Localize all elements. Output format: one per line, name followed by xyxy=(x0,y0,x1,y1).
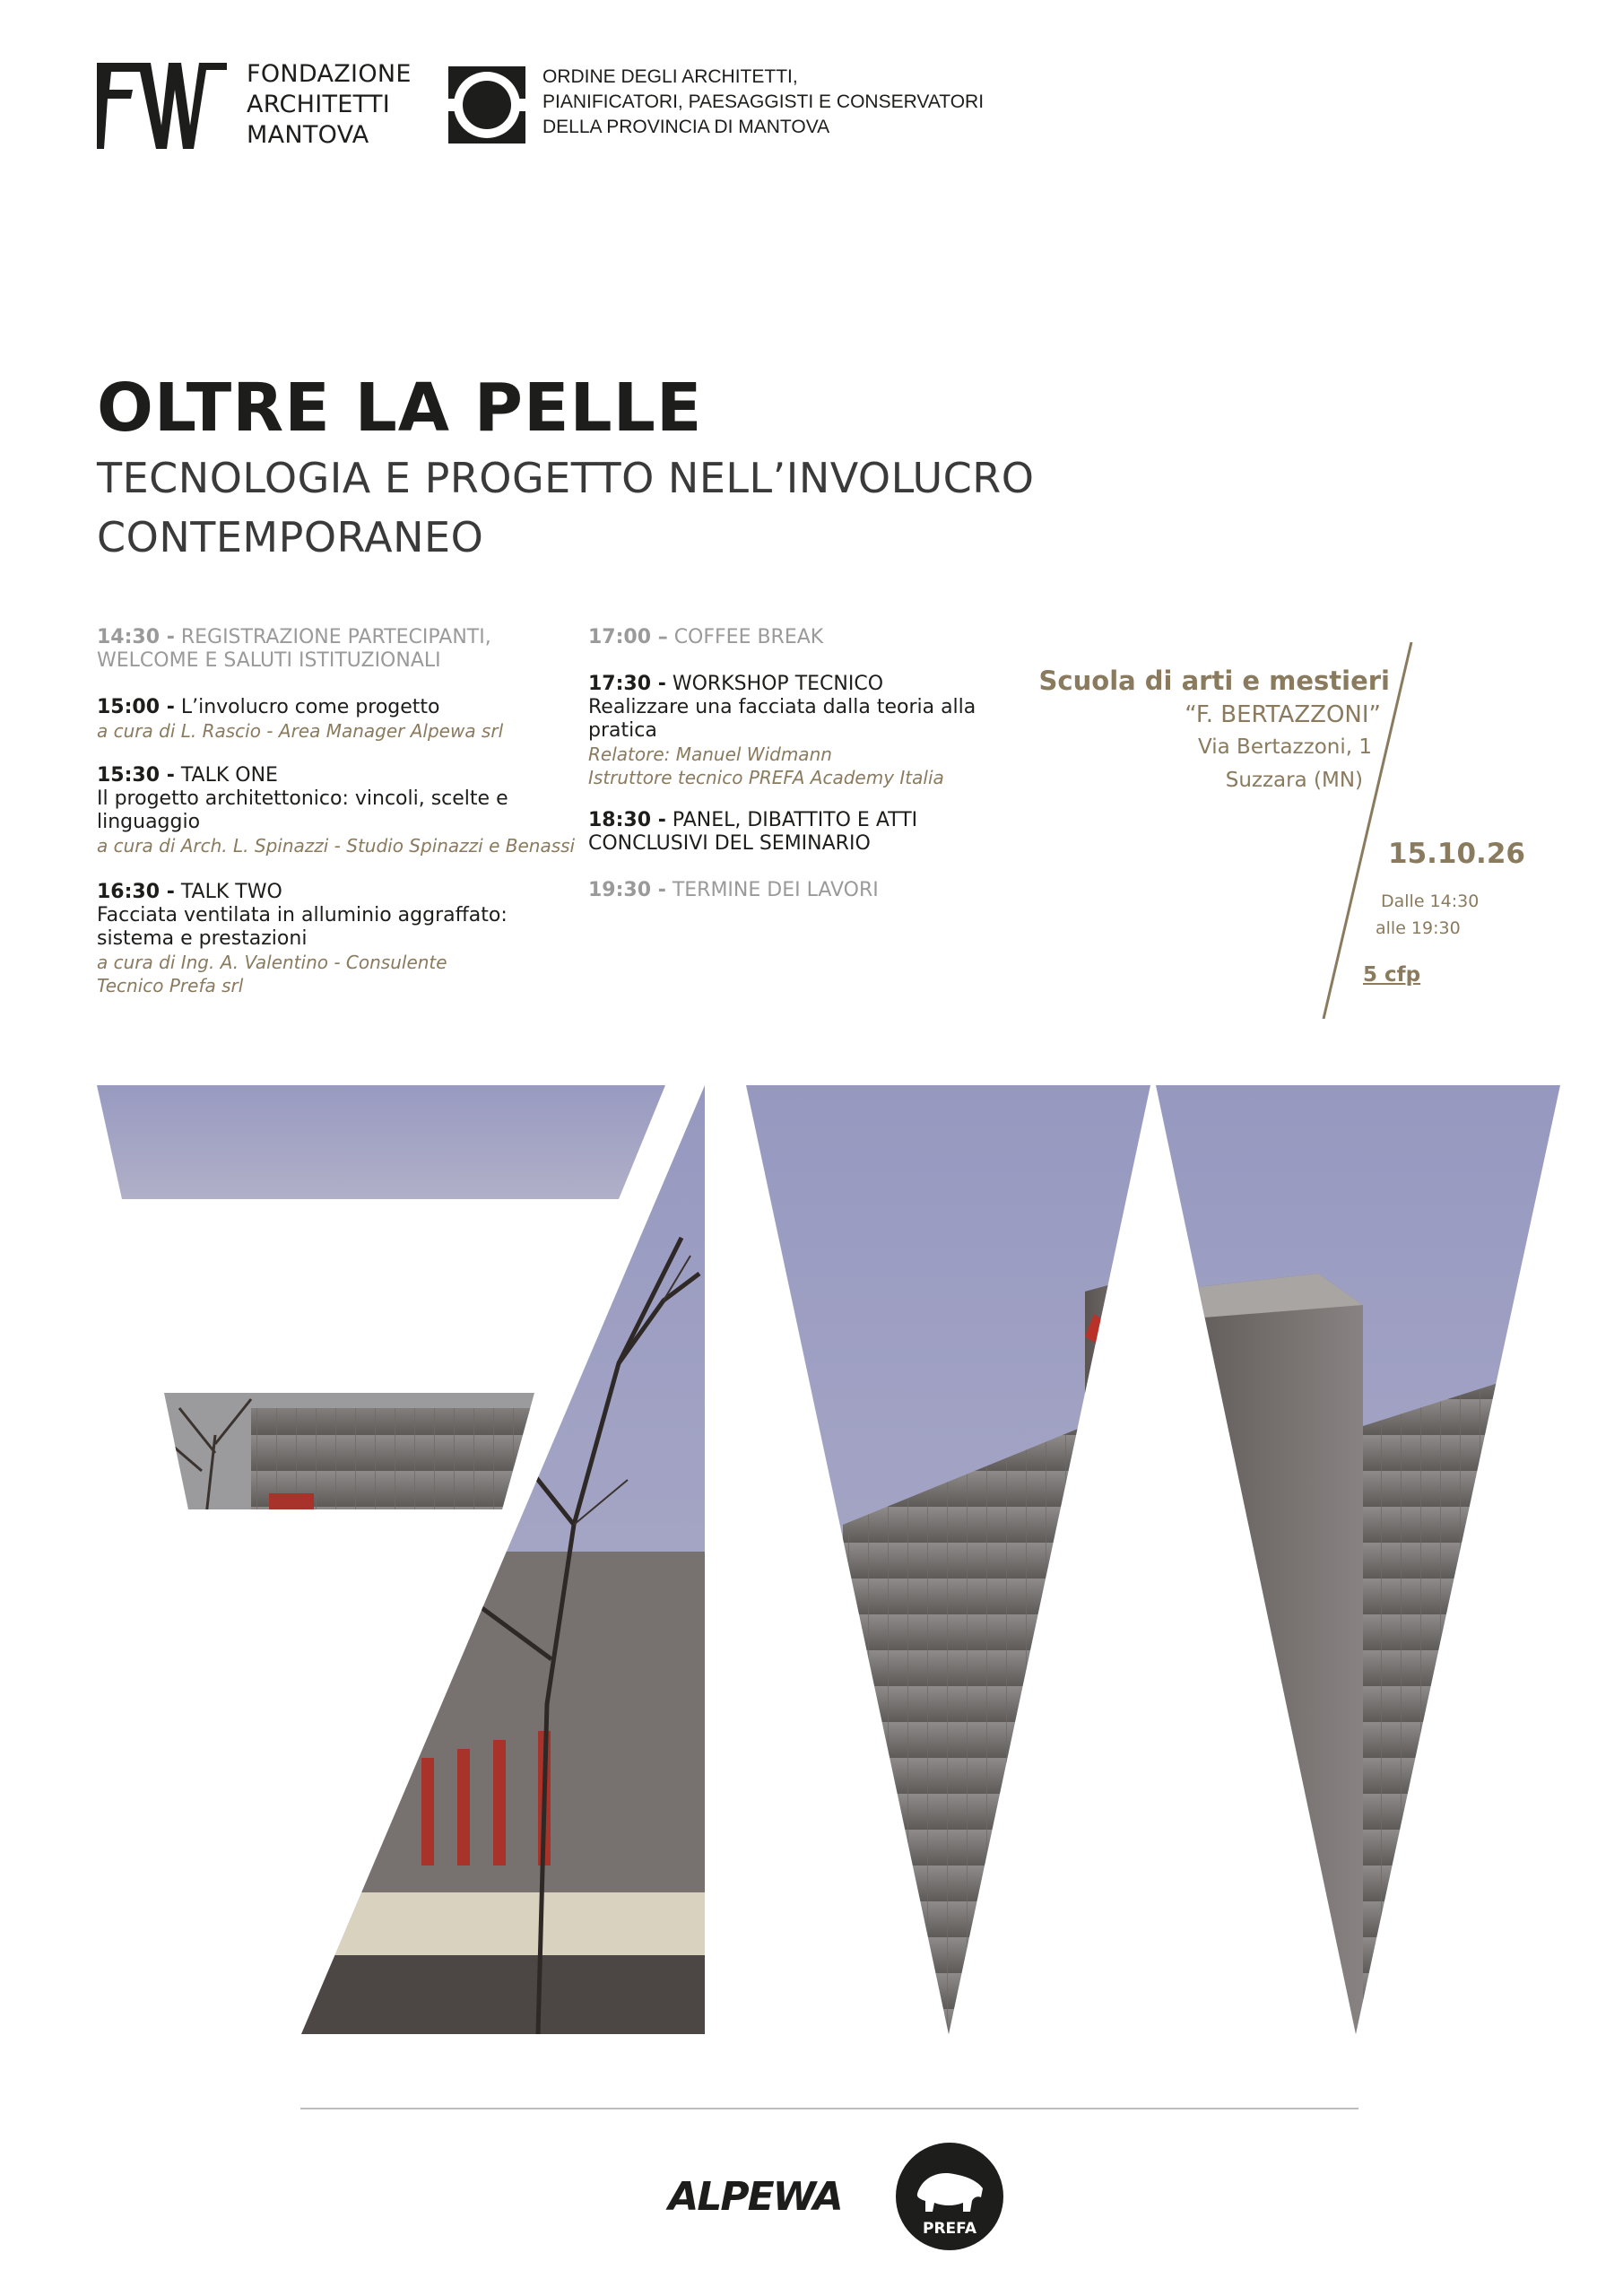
event-title: OLTRE LA PELLE xyxy=(97,370,703,447)
ordine-line-3: DELLA PROVINCIA DI MANTOVA xyxy=(542,117,830,137)
prefa-logo-icon xyxy=(895,2142,1004,2251)
program-detail: Il progetto architettonico: vincoli, scelte e linguaggio xyxy=(97,787,508,833)
program-speaker: a cura di Ing. A. Valentino - Consulente Tecnico Prefa srl xyxy=(97,952,447,996)
program-item-1630 xyxy=(97,881,581,997)
fondazione-architetti-logo-icon xyxy=(97,63,227,149)
venue-address: Via Bertazzoni, 1 xyxy=(1198,735,1372,759)
venue-subname: “F. BERTAZZONI” xyxy=(1185,701,1381,728)
program-item-1830 xyxy=(588,809,992,856)
program-title: REGISTRAZIONE PARTECIPANTI, WELCOME E SALUTI ISTITUZIONALI xyxy=(97,626,491,672)
venue-name: Scuola di arti e mestieri xyxy=(1038,665,1390,696)
program-time: 16:30 - xyxy=(97,881,175,903)
program-time: 15:30 - xyxy=(97,764,175,787)
program-item-1430 xyxy=(97,626,581,673)
program-item-1530 xyxy=(97,764,581,857)
program-time: 17:30 - xyxy=(588,673,666,695)
alpewa-wordmark: ALPEWA xyxy=(668,2174,842,2220)
ordine-name xyxy=(542,65,984,140)
program-time: 15:00 - xyxy=(97,696,175,718)
program-speaker: a cura di Arch. L. Spinazzi - Studio Spinazzi e Benassi xyxy=(97,835,576,857)
program-title: L’involucro come progetto xyxy=(180,696,440,718)
event-date: 15.10.26 xyxy=(1388,838,1525,870)
ordine-architetti-logo-icon xyxy=(448,66,525,144)
program-title: COFFEE BREAK xyxy=(673,626,824,648)
footer-divider xyxy=(300,2108,1358,2109)
program-speaker-role: Istruttore tecnico PREFA Academy Italia xyxy=(588,767,944,788)
ordine-line-2: PIANIFICATORI, PAESAGGISTI E CONSERVATORI xyxy=(542,91,985,112)
program-title: TERMINE DEI LAVORI xyxy=(672,879,879,901)
program-item-1700 xyxy=(588,626,992,649)
program-title: TALK ONE xyxy=(180,764,278,787)
program-time: 19:30 - xyxy=(588,879,666,901)
fondazione-line-1: FONDAZIONE xyxy=(247,60,412,88)
program-time: 17:00 – xyxy=(588,626,668,648)
prefa-wordmark: PREFA xyxy=(923,2220,976,2238)
cfp-credits: 5 cfp xyxy=(1363,963,1421,987)
fondazione-line-3: MANTOVA xyxy=(247,121,369,149)
program-detail: Facciata ventilata in alluminio aggraffato: sistema e prestazioni xyxy=(97,904,508,950)
program-speaker: a cura di L. Rascio - Area Manager Alpewa srl xyxy=(97,720,504,742)
time-to: alle 19:30 xyxy=(1376,918,1461,938)
program-title: PANEL, DIBATTITO E ATTI CONCLUSIVI DEL SEMINARIO xyxy=(588,809,918,855)
ordine-line-1: ORDINE DEGLI ARCHITETTI, xyxy=(542,66,798,87)
fondazione-name xyxy=(247,59,412,151)
program-item-1500 xyxy=(97,696,581,743)
program-item-1930 xyxy=(588,879,992,902)
time-from: Dalle 14:30 xyxy=(1381,891,1480,911)
program-detail: Realizzare una facciata dalla teoria alla pratica xyxy=(588,696,976,742)
alpewa-logo-icon xyxy=(659,2170,852,2221)
fam-photo-graphic xyxy=(0,1076,1623,2045)
event-subtitle: TECNOLOGIA E PROGETTO NELL’INVOLUCRO CONTEMPORANEO xyxy=(97,454,1035,561)
program-speaker: Relatore: Manuel Widmann xyxy=(588,744,832,765)
fondazione-line-2: ARCHITETTI xyxy=(247,91,391,118)
program-title: TALK TWO xyxy=(180,881,282,903)
venue-city: Suzzara (MN) xyxy=(1225,769,1363,792)
program-time: 18:30 - xyxy=(588,809,666,831)
program-time: 14:30 - xyxy=(97,626,175,648)
program-item-1730 xyxy=(588,673,992,789)
program-title: WORKSHOP TECNICO xyxy=(672,673,884,695)
event-time-range xyxy=(1376,888,1479,942)
venue-divider xyxy=(1318,642,1417,1019)
